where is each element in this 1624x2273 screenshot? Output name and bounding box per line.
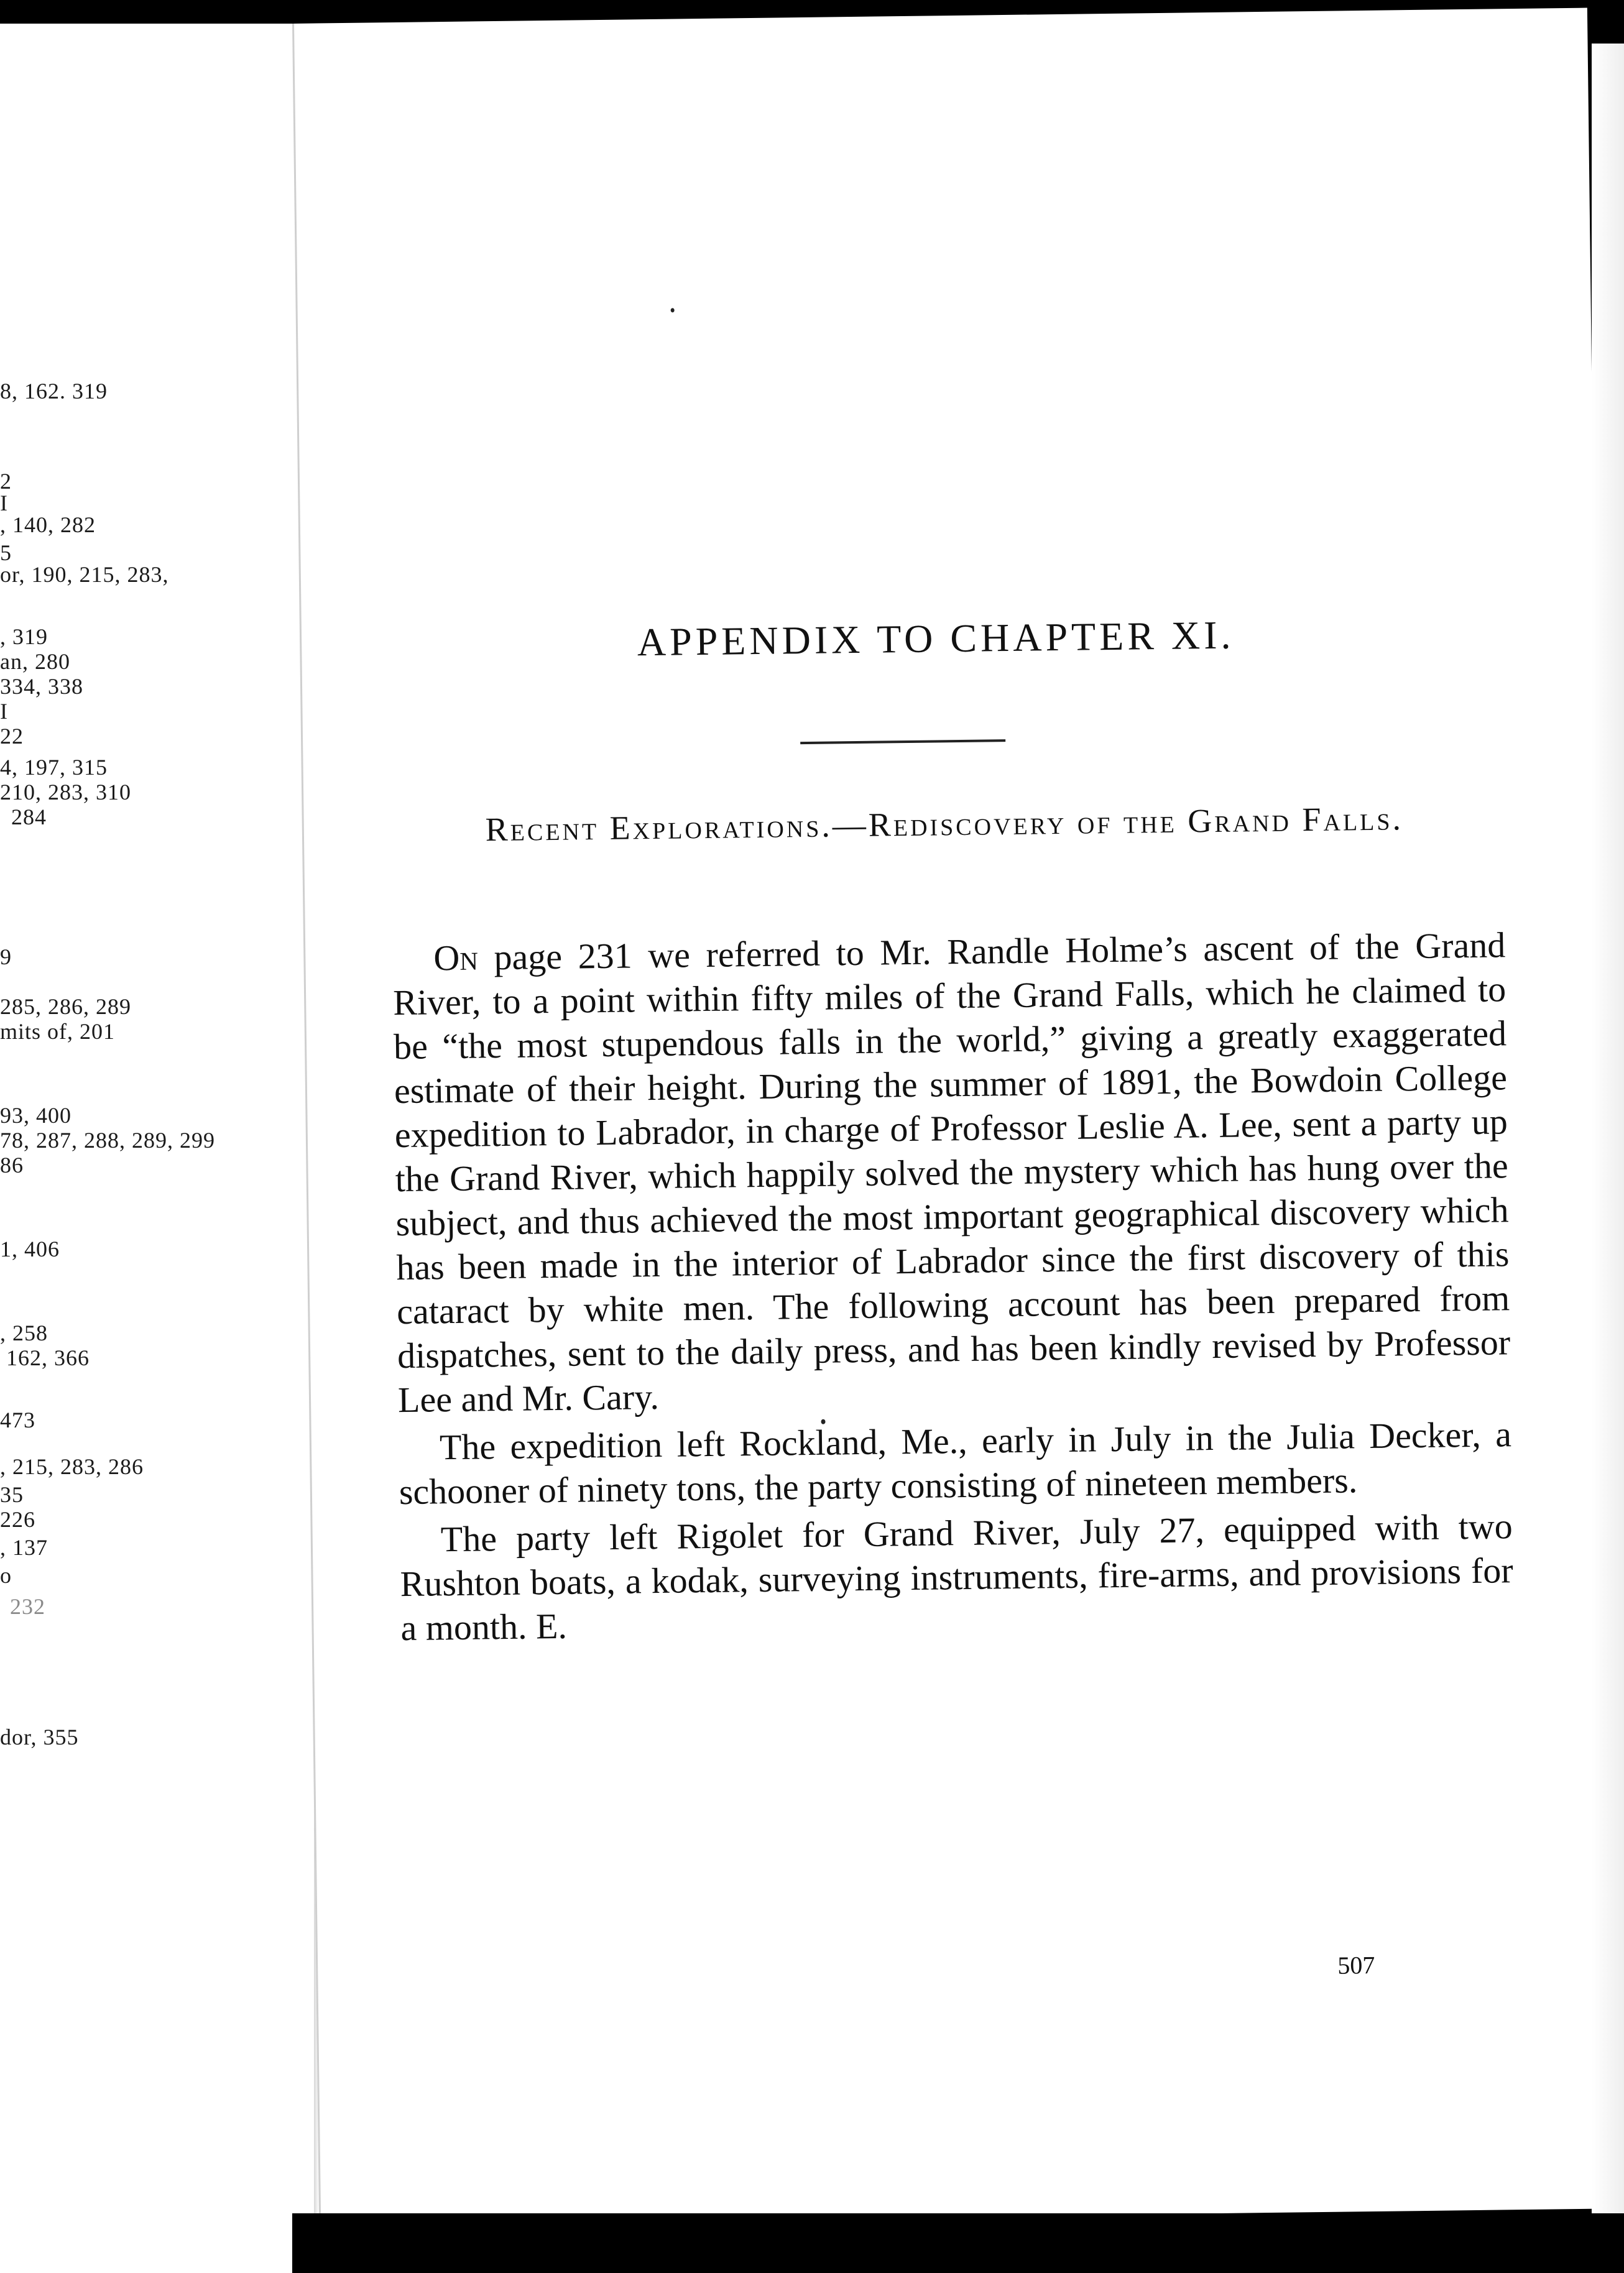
index-entry: 86 (0, 1153, 24, 1178)
index-entry: mits of, 201 (0, 1019, 116, 1044)
index-entry: 1, 406 (0, 1237, 60, 1261)
index-entry: 5 (0, 540, 12, 565)
index-entry: I (0, 491, 8, 515)
index-entry: 285, 286, 289 (0, 994, 131, 1019)
index-entry: an, 280 (0, 649, 70, 674)
index-entry: 4, 197, 315 (0, 755, 108, 780)
ink-speck (671, 308, 675, 313)
index-entry: , 258 (0, 1321, 48, 1345)
index-entry: , 137 (0, 1535, 48, 1560)
index-entry: 93, 400 (0, 1103, 72, 1128)
index-entry: or, 190, 215, 283, (0, 562, 169, 587)
index-entry: 8, 162. 319 (0, 379, 108, 403)
index-entry: 232 (10, 1594, 45, 1619)
paragraph-text: page 231 we referred to Mr. Randle Holme’s ascent of the Grand River, to a point within fifty miles of the Grand Falls, which he claimed to be “the most stupendous falls in the world,” giving a greatly exaggerated estimate of their height. During the summer of 1891, the Bowdoin College expedition to Labrador, in charge of Professor Leslie A. Lee, sent a party up the Grand River, which happily solved the mystery which has hung over the subject, and thus achieved the most important geographical discovery which has been made in the interior of Labrador since the first discovery of this cataract by white men. The following account has been prepared from dispatches, sent to the daily press, and has been kindly revised by Professor Lee and Mr. Cary. (392, 924, 1511, 1421)
title-rule (800, 739, 1005, 744)
index-entry: dor, 355 (0, 1725, 79, 1750)
index-entry: 226 (0, 1507, 35, 1532)
chapter-title: APPENDIX TO CHAPTER XI. (637, 612, 1235, 665)
paragraph: The expedition left Rockland, Me., early in July in the Julia Decker, a schooner of ninety tons, the party consisting of nineteen members. (399, 1414, 1512, 1513)
index-entry: , 140, 282 (0, 512, 96, 537)
index-entry: , 319 (0, 624, 48, 649)
index-entry: 162, 366 (6, 1345, 90, 1370)
body-text (392, 923, 1514, 1654)
index-entry: I (0, 699, 8, 724)
section-heading: Recent Explorations.—Rediscovery of the Grand Falls. (485, 800, 1404, 849)
paragraph: The party left Rigolet for Grand River, July 27, equipped with two Rushton boats, a kodak, surveying instruments, fire-arms, and provisions for a month. E. (400, 1506, 1513, 1649)
index-entry: 284 (11, 805, 47, 829)
right-book-page (292, 8, 1614, 2225)
index-entry: 473 (0, 1408, 35, 1432)
left-facing-page (0, 24, 318, 2273)
index-entry: 334, 338 (0, 674, 83, 699)
scanner-border-bottom (292, 2213, 1624, 2273)
index-entry: 210, 283, 310 (0, 780, 131, 805)
paragraph (392, 923, 1511, 1422)
index-entry: 35 (0, 1482, 24, 1507)
paragraph-lead-word: On (433, 937, 479, 979)
index-entry: o (0, 1563, 12, 1588)
index-entry: 2 (0, 469, 12, 494)
index-entry: , 215, 283, 286 (0, 1454, 144, 1479)
index-entry: 9 (0, 944, 12, 969)
next-leaf-edge (1592, 44, 1624, 2273)
index-entry: 78, 287, 288, 289, 299 (0, 1128, 215, 1153)
page-number: 507 (1337, 1950, 1375, 1980)
index-entry: 22 (0, 724, 24, 749)
